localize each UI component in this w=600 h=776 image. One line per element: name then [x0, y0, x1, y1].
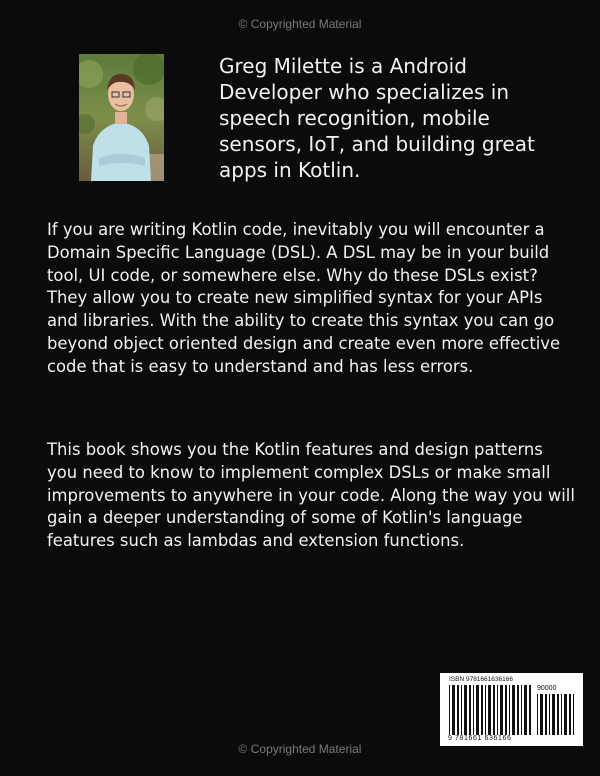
- isbn-digits: 9 781661 636166: [448, 735, 512, 742]
- author-bio: Greg Milette is a Android Developer who specializes in speech recognition, mobile sensors, IoT, and building great apps in Kotlin.: [219, 54, 535, 182]
- author-photo: [79, 54, 164, 181]
- isbn-label: ISBN 9781661636166: [449, 676, 513, 683]
- copyright-watermark-top: © Copyrighted Material: [238, 17, 362, 31]
- isbn-barcode: [440, 673, 583, 746]
- price-code: 90000: [537, 685, 557, 692]
- blurb-paragraph-1: If you are writing Kotlin code, inevitably you will encounter a Domain Specific Language (DSL). A DSL may be in your build tool, UI code, or somewhere else. Why do these DSLs exist? They allow you to create new simplified syntax for your APIs and libraries. With the ability to create this syntax you can go beyond object oriented design and create even more effective code that is easy to understand and has less errors.: [47, 220, 561, 376]
- barcode-bars-icon: [449, 685, 533, 735]
- barcode-addon-bars-icon: [537, 694, 575, 735]
- copyright-watermark-bottom: © Copyrighted Material: [238, 742, 362, 756]
- blurb-paragraph-2: This book shows you the Kotlin features and design patterns you need to know to implement complex DSLs or make small improvements to anywhere in your code. Along the way you will gain a deeper understanding of some of Kotlin's language features such as lambdas and extension functions.: [47, 440, 575, 551]
